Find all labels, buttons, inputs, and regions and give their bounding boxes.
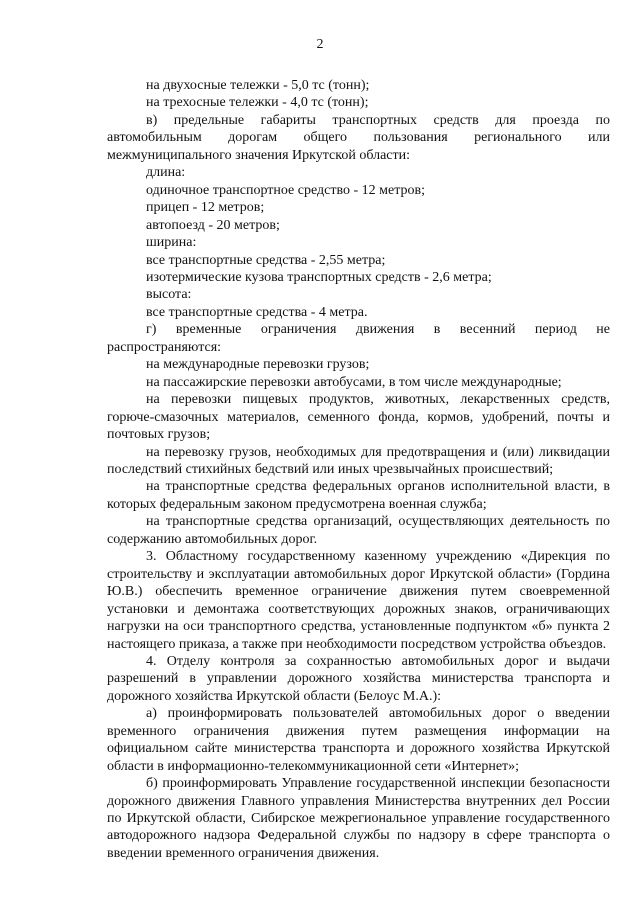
list-line: длина: — [146, 165, 186, 181]
list-line: высота: — [146, 287, 192, 303]
list-line: одиночное транспортное средство - 12 метров; — [146, 182, 426, 198]
paragraph: на транспортные средства организаций, осуществляющих деятельность по содержанию автомобильных дорог. — [107, 514, 610, 547]
list-line: все транспортные средства - 2,55 метра; — [146, 252, 386, 268]
paragraph: в) предельные габариты транспортных средств для проезда по автомобильным дорогам общего пользования регионального или межмуниципального значения Иркутской области: — [107, 112, 610, 163]
list-line: автопоезд - 20 метров; — [146, 217, 280, 233]
list-line: все транспортные средства - 4 метра. — [146, 304, 368, 320]
paragraph: на перевозку грузов, необходимых для предотвращения и (или) ликвидации последствий стихийных бедствий или иных чрезвычайных происшествий; — [107, 444, 610, 477]
paragraph: г) временные ограничения движения в весенний период не распространяются: — [107, 322, 610, 355]
list-line: на трехосные тележки - 4,0 тс (тонн); — [146, 95, 369, 111]
document-body — [107, 77, 610, 862]
paragraph: а) проинформировать пользователей автомобильных дорог о введении временного ограничения движения путем размещения информации на официальном сайте министерства транспорта и дорожного хозяйства Иркутской области в информационно-телекоммуникационной сети «Интернет»; — [107, 706, 610, 774]
page-number: 2 — [316, 37, 324, 52]
paragraph: на транспортные средства федеральных органов исполнительной власти, в которых федеральным законом предусмотрена военная служба; — [107, 479, 610, 512]
list-line: на пассажирские перевозки автобусами, в том числе международные; — [146, 374, 562, 390]
paragraph: 3. Областному государственному казенному учреждению «Дирекция по строительству и эксплуатации автомобильных дорог Иркутской области» (Гордина Ю.В.) обеспечить временное ограничение движения путем своевременной установки и демонтажа соответствующих дорожных знаков, ограничивающих нагрузки на оси транспортного средства, установленные подпунктом «б» пункта 2 настоящего приказа, а также при необходимости посредством устройства объездов. — [107, 549, 610, 652]
list-line: на двухосные тележки - 5,0 тс (тонн); — [146, 78, 370, 93]
paragraph: на перевозки пищевых продуктов, животных, лекарственных средств, горюче-смазочных материалов, семенного фонда, кормов, удобрений, почты и почтовых грузов; — [107, 392, 610, 443]
list-line: изотермические кузова транспортных средств - 2,6 метра; — [146, 269, 492, 285]
paragraph: 4. Отделу контроля за сохранностью автомобильных дорог и выдачи разрешений в управлении дорожного хозяйства министерства транспорта и дорожного хозяйства Иркутской области (Белоус М.А.): — [107, 653, 610, 704]
list-line: на международные перевозки грузов; — [146, 357, 370, 373]
list-line: прицеп - 12 метров; — [146, 200, 265, 216]
list-line: ширина: — [146, 235, 197, 251]
paragraph: б) проинформировать Управление государственной инспекции безопасности дорожного движения Главного управления Министерства внутренних дел России по Иркутской области, Сибирское межрегиональное управление государственного автодорожного надзора Федеральной службы по надзору в сфере транспорта о введении временного ограничения движения. — [107, 776, 610, 861]
